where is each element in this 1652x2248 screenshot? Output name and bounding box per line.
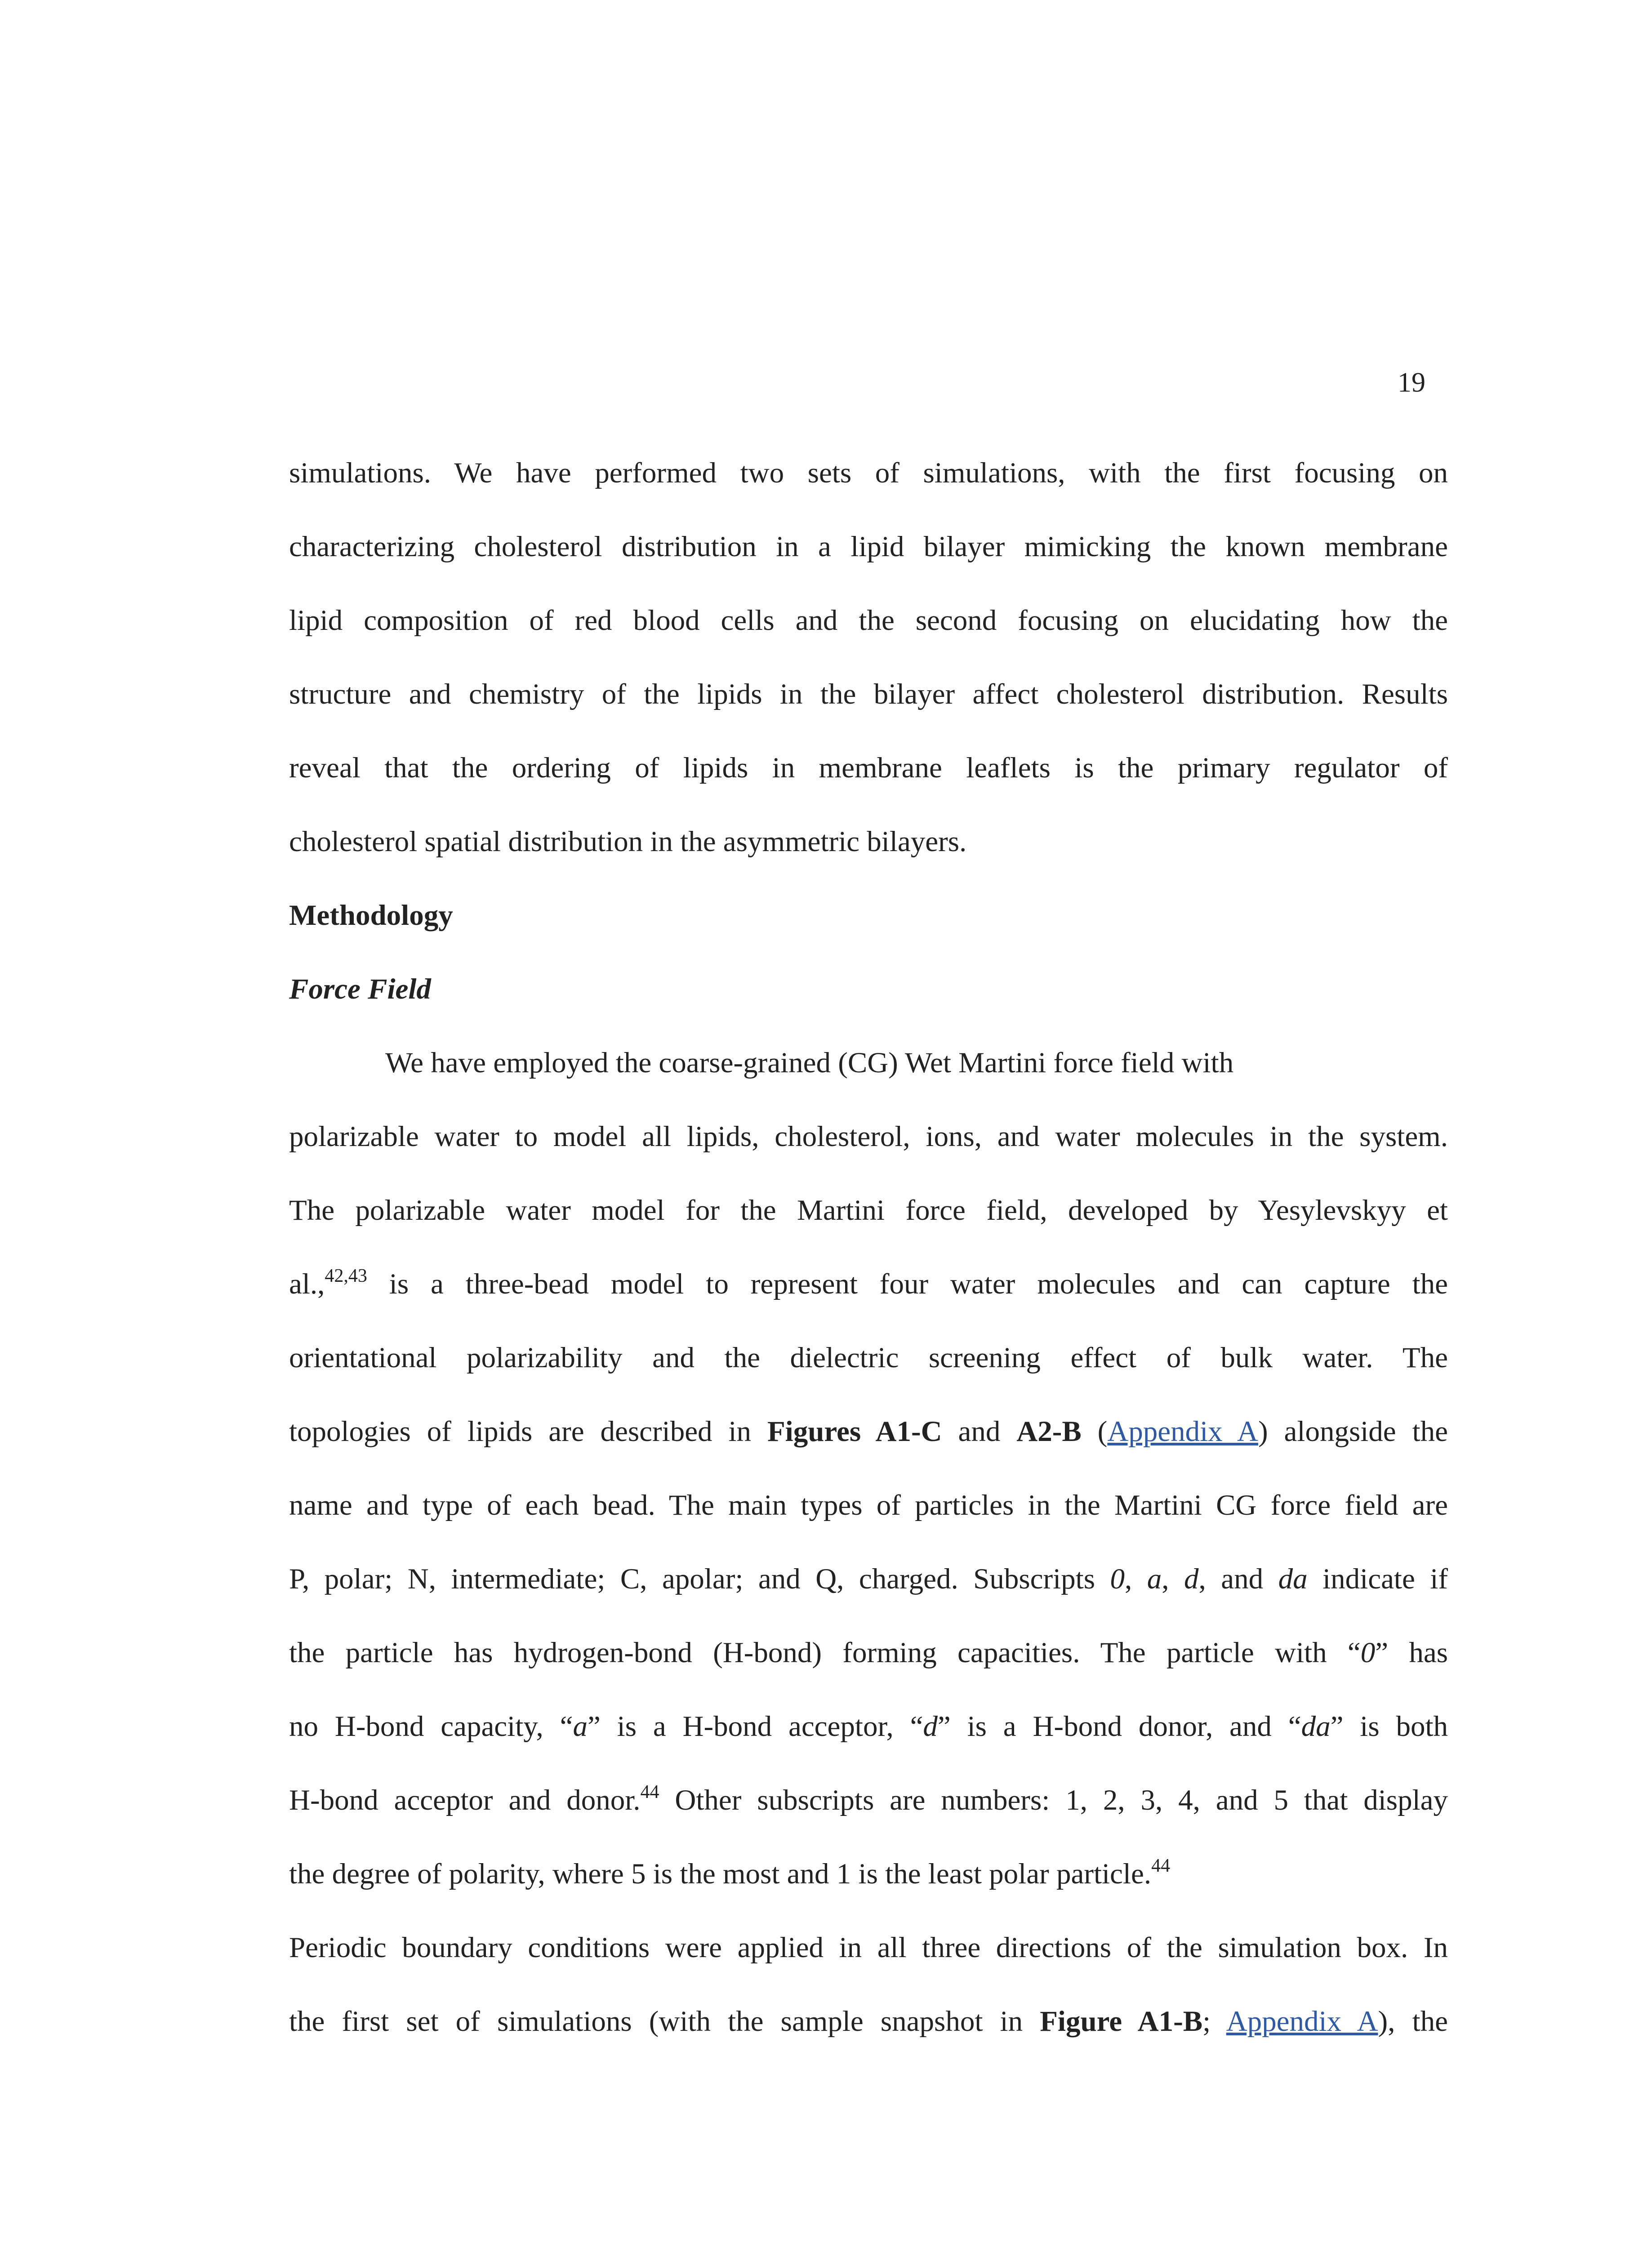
appendix-link[interactable]: Appendix A <box>1226 2005 1378 2038</box>
figure-reference: Figures A1-C <box>767 1415 942 1448</box>
subscript-term: 0 <box>1360 1637 1376 1669</box>
text-run: ( <box>1081 1415 1108 1448</box>
body-line <box>289 1690 1448 1763</box>
subscript-term: d <box>923 1710 938 1743</box>
body-line: name and type of each bead. The main types of particles in the Martini CG force field are <box>289 1489 1448 1521</box>
text-run: al., <box>289 1268 325 1300</box>
body-line <box>289 1985 1448 2058</box>
subscript-term: da <box>1301 1710 1331 1743</box>
text-run: is a three-bead model to represent four water molecules and can capture the <box>367 1268 1448 1300</box>
body-line: structure and chemistry of the lipids in the bilayer affect cholesterol distribution. Results <box>289 678 1448 710</box>
subscript-term: da <box>1278 1563 1308 1595</box>
body-line: The polarizable water model for the Martini force field, developed by Yesylevskyy et <box>289 1194 1448 1227</box>
body-line <box>289 1616 1448 1690</box>
body-line: lipid composition of red blood cells and the second focusing on elucidating how the <box>289 604 1448 637</box>
text-run: Other subscripts are numbers: 1, 2, 3, 4, and 5 that display <box>659 1784 1448 1816</box>
text-run: ; <box>1202 2005 1226 2038</box>
body-line: polarizable water to model all lipids, cholesterol, ions, and water molecules in the system. <box>289 1120 1448 1153</box>
body-line <box>289 1763 1448 1837</box>
body-line: Periodic boundary conditions were applied in all three directions of the simulation box. In <box>289 1931 1448 1964</box>
body-line <box>289 1247 1448 1321</box>
text-run: , <box>1125 1563 1147 1595</box>
citation-superscript: 42,43 <box>325 1266 367 1286</box>
citation-superscript: 44 <box>1151 1855 1171 1876</box>
text-run: H-bond acceptor and donor. <box>289 1784 641 1816</box>
body-line: We have employed the coarse-grained (CG) Wet Martini force field with <box>385 1047 1234 1079</box>
text-run: P, polar; N, intermediate; C, apolar; and Q, charged. Subscripts <box>289 1563 1110 1595</box>
text-run: and <box>942 1415 1017 1448</box>
citation-superscript: 44 <box>640 1782 659 1802</box>
text-run: ” is a H-bond donor, and “ <box>937 1710 1301 1743</box>
text-run: ) alongside the <box>1258 1415 1448 1448</box>
text-run: indicate if <box>1307 1563 1448 1595</box>
text-run: the degree of polarity, where 5 is the most and 1 is the least polar particle. <box>289 1858 1152 1890</box>
body-line <box>289 1837 1448 1911</box>
body-line: characterizing cholesterol distribution in a lipid bilayer mimicking the known membrane <box>289 531 1448 563</box>
body-line <box>289 1542 1448 1616</box>
subscript-term: a <box>573 1710 588 1743</box>
text-run: , and <box>1198 1563 1278 1595</box>
figure-reference: A2-B <box>1016 1415 1082 1448</box>
text-run: ” is a H-bond acceptor, “ <box>588 1710 923 1743</box>
text-run: ” is both <box>1330 1710 1448 1743</box>
document-body <box>289 436 1448 2058</box>
text-run: the particle has hydrogen-bond (H-bond) forming capacities. The particle with “ <box>289 1637 1361 1669</box>
text-run: topologies of lipids are described in <box>289 1415 767 1448</box>
subscript-term: a <box>1147 1563 1162 1595</box>
subscript-term: 0 <box>1110 1563 1125 1595</box>
subscript-term: d <box>1184 1563 1199 1595</box>
body-line: cholesterol spatial distribution in the asymmetric bilayers. <box>289 825 967 858</box>
text-run: the first set of simulations (with the sample snapshot in <box>289 2005 1040 2038</box>
subsection-heading-force-field: Force Field <box>289 973 431 1005</box>
text-run: ), the <box>1378 2005 1448 2038</box>
body-line: orientational polarizability and the dielectric screening effect of bulk water. The <box>289 1342 1448 1374</box>
section-heading-methodology: Methodology <box>289 899 453 932</box>
body-line <box>289 1395 1448 1468</box>
body-line: reveal that the ordering of lipids in membrane leaflets is the primary regulator of <box>289 752 1448 784</box>
body-line: simulations. We have performed two sets of simulations, with the first focusing on <box>289 457 1448 489</box>
text-run: no H-bond capacity, “ <box>289 1710 573 1743</box>
figure-reference: Figure A1-B <box>1040 2005 1203 2038</box>
text-run: , <box>1162 1563 1184 1595</box>
text-run: ” has <box>1375 1637 1448 1669</box>
appendix-link[interactable]: Appendix A <box>1107 1415 1258 1448</box>
page-number: 19 <box>1398 367 1425 398</box>
